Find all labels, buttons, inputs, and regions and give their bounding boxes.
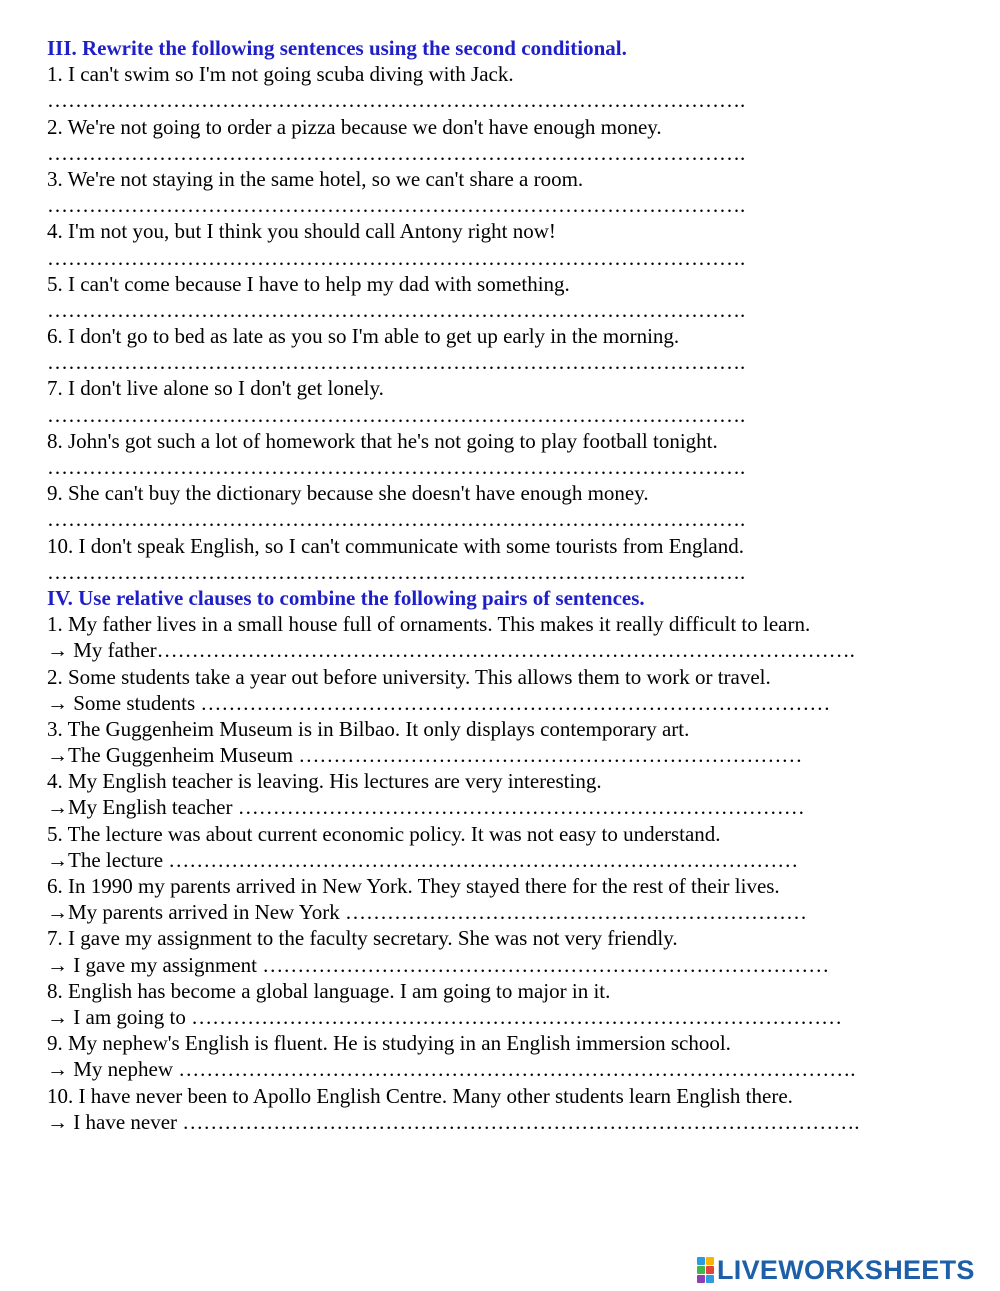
s3-sentence-10: 10. I don't speak English, so I can't communicate with some tourists from England. — [47, 533, 744, 558]
s4-answer-field-10[interactable]: ……………………………………………………………………………………. — [177, 1109, 860, 1134]
s4-answer-row-6 — [47, 899, 947, 925]
s4-answer-field-3[interactable]: ……………………………………………………………… — [293, 743, 803, 768]
s3-sentence-3: 3. We're not staying in the same hotel, so we can't share a room. — [47, 166, 584, 191]
s4-prompt-10: → I have never — [47, 1109, 178, 1134]
s4-sentence-1: 1. My father lives in a small house full of ornaments. This makes it really difficult to learn. — [47, 612, 811, 637]
s3-answer-field-6[interactable]: ………………………………………………………………………………………. — [47, 350, 746, 375]
s4-sentence-8: 8. English has become a global language. I am going to major in it. — [47, 978, 611, 1003]
s4-answer-field-9[interactable]: ……………………………………………………………………………………. — [172, 1057, 856, 1082]
s4-prompt-2: → Some students — [47, 690, 196, 715]
s4-sentence-10: 10. I have never been to Apollo English Centre. Many other students learn English there. — [47, 1083, 793, 1108]
s4-answer-row-4 — [47, 794, 947, 820]
s4-answer-field-5[interactable]: ……………………………………………………………………………… — [163, 847, 799, 872]
s4-answer-field-1[interactable]: ………………………………………………………………………………………. — [156, 638, 855, 663]
s3-answer-field-10[interactable]: ………………………………………………………………………………………. — [47, 559, 746, 584]
s4-answer-row-5 — [47, 847, 947, 873]
s4-prompt-8: → I am going to — [47, 1004, 186, 1029]
s4-prompt-9: → My nephew — [47, 1057, 173, 1082]
s4-answer-field-8[interactable]: ………………………………………………………………………………… — [185, 1004, 843, 1029]
s3-sentence-8: 8. John's got such a lot of homework that he's not going to play football tonight. — [47, 428, 718, 453]
s4-prompt-6: →My parents arrived in New York — [47, 900, 340, 925]
s4-prompt-5: →The lecture — [47, 847, 164, 872]
logo-text: LIVEWORKSHEETS — [717, 1254, 975, 1285]
s3-sentence-2: 2. We're not going to order a pizza because we don't have enough money. — [47, 114, 662, 139]
s4-answer-field-4[interactable]: ……………………………………………………………………… — [232, 795, 805, 820]
s3-answer-field-1[interactable]: ………………………………………………………………………………………. — [47, 88, 746, 113]
s4-answer-row-7 — [47, 952, 947, 978]
s4-sentence-6: 6. In 1990 my parents arrived in New York. They stayed there for the rest of their lives. — [47, 874, 780, 898]
section-4-heading: IV. Use relative clauses to combine the following pairs of sentences. — [47, 585, 645, 610]
s4-prompt-4: →My English teacher — [47, 795, 233, 820]
s4-answer-row-10 — [47, 1109, 947, 1135]
s3-answer-field-7[interactable]: ………………………………………………………………………………………. — [47, 402, 746, 427]
logo-blocks-icon — [697, 1257, 714, 1283]
s4-sentence-9: 9. My nephew's English is fluent. He is studying in an English immersion school. — [47, 1031, 731, 1056]
s4-sentence-4: 4. My English teacher is leaving. His lectures are very interesting. — [47, 769, 602, 794]
s4-prompt-3: →The Guggenheim Museum — [47, 743, 294, 768]
s3-answer-field-4[interactable]: ………………………………………………………………………………………. — [47, 245, 746, 270]
worksheet-page — [47, 35, 947, 1135]
s3-answer-field-3[interactable]: ………………………………………………………………………………………. — [47, 193, 746, 218]
section-3-list — [47, 61, 947, 585]
s4-prompt-7: → I gave my assignment — [47, 952, 257, 977]
liveworksheets-logo — [697, 1255, 975, 1285]
section-4-list — [47, 611, 947, 1135]
s4-answer-row-1 — [47, 637, 947, 663]
s4-sentence-5: 5. The lecture was about current economic policy. It was not easy to understand. — [47, 821, 721, 846]
s3-answer-field-2[interactable]: ………………………………………………………………………………………. — [47, 140, 746, 165]
s4-sentence-7: 7. I gave my assignment to the faculty secretary. She was not very friendly. — [47, 926, 678, 951]
s3-sentence-6: 6. I don't go to bed as late as you so I'm able to get up early in the morning. — [47, 324, 680, 349]
section-3-heading: III. Rewrite the following sentences using the second conditional. — [47, 36, 627, 60]
s4-answer-field-6[interactable]: ………………………………………………………… — [339, 900, 808, 925]
s4-answer-row-2 — [47, 690, 947, 716]
s4-answer-row-3 — [47, 742, 947, 768]
s3-answer-field-8[interactable]: ………………………………………………………………………………………. — [47, 455, 746, 479]
s3-answer-field-9[interactable]: ………………………………………………………………………………………. — [47, 507, 746, 532]
s3-sentence-9: 9. She can't buy the dictionary because she doesn't have enough money. — [47, 481, 649, 506]
s4-sentence-2: 2. Some students take a year out before university. This allows them to work or travel. — [47, 664, 771, 689]
s4-prompt-1: → My father — [47, 638, 157, 663]
s4-answer-row-9 — [47, 1056, 947, 1082]
s4-answer-field-2[interactable]: ……………………………………………………………………………… — [195, 690, 831, 715]
s3-answer-field-5[interactable]: ………………………………………………………………………………………. — [47, 297, 746, 322]
s3-sentence-1: 1. I can't swim so I'm not going scuba diving with Jack. — [47, 62, 514, 87]
s3-sentence-7: 7. I don't live alone so I don't get lonely. — [47, 376, 384, 401]
s4-answer-field-7[interactable]: ……………………………………………………………………… — [256, 952, 830, 977]
s3-sentence-4: 4. I'm not you, but I think you should call Antony right now! — [47, 219, 556, 244]
s4-sentence-3: 3. The Guggenheim Museum is in Bilbao. It only displays contemporary art. — [47, 716, 690, 741]
s4-answer-row-8 — [47, 1004, 947, 1030]
s3-sentence-5: 5. I can't come because I have to help my dad with something. — [47, 271, 570, 296]
